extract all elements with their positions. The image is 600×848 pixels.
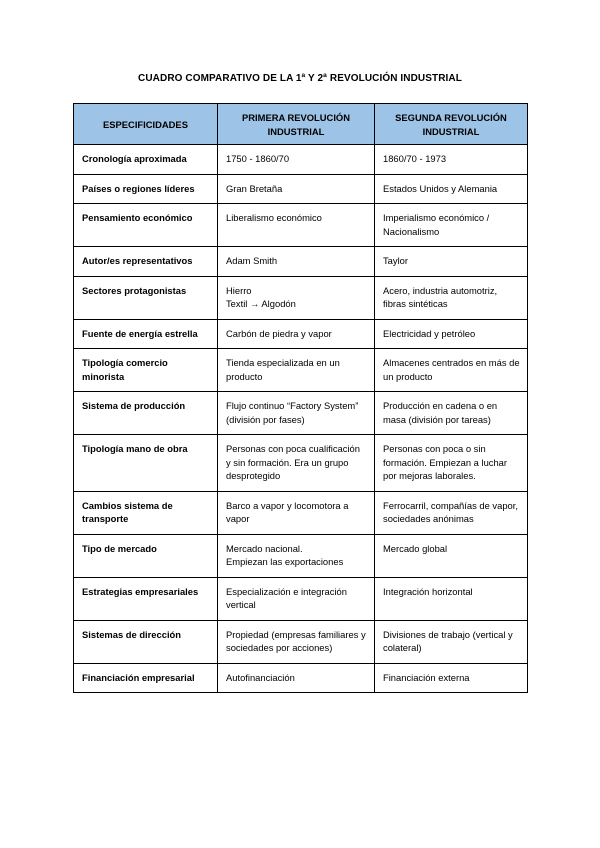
row-first-revolution: Gran Bretaña bbox=[218, 174, 375, 204]
row-first-revolution: Tienda especializada en un producto bbox=[218, 349, 375, 392]
row-first-revolution: Autofinanciación bbox=[218, 663, 375, 693]
row-specificity: Estrategias empresariales bbox=[74, 577, 218, 620]
table-row bbox=[74, 276, 528, 319]
row-second-revolution: Integración horizontal bbox=[375, 577, 528, 620]
row-second-revolution: Estados Unidos y Alemania bbox=[375, 174, 528, 204]
comparison-table bbox=[73, 103, 528, 693]
table-header-row bbox=[74, 104, 528, 145]
row-first-revolution: Especialización e integración vertical bbox=[218, 577, 375, 620]
row-specificity: Pensamiento económico bbox=[74, 204, 218, 247]
row-specificity: Sistema de producción bbox=[74, 392, 218, 435]
document-title: CUADRO COMPARATIVO DE LA 1ª Y 2ª REVOLUCIÓN INDUSTRIAL bbox=[138, 73, 462, 84]
row-first-revolution: Carbón de piedra y vapor bbox=[218, 319, 375, 349]
row-second-revolution: Almacenes centrados en más de un producto bbox=[375, 349, 528, 392]
row-second-revolution: Personas con poca o sin formación. Empiezan a luchar por mejoras laborales. bbox=[375, 435, 528, 492]
row-first-revolution: Personas con poca cualificación y sin formación. Era un grupo desprotegido bbox=[218, 435, 375, 492]
row-first-revolution: Adam Smith bbox=[218, 247, 375, 277]
row-specificity: Tipo de mercado bbox=[74, 534, 218, 577]
row-second-revolution: Acero, industria automotriz, fibras sintéticas bbox=[375, 276, 528, 319]
row-second-revolution: Divisiones de trabajo (vertical y colateral) bbox=[375, 620, 528, 663]
row-specificity: Autor/es representativos bbox=[74, 247, 218, 277]
row-second-revolution: Financiación externa bbox=[375, 663, 528, 693]
row-first-revolution: Barco a vapor y locomotora a vapor bbox=[218, 491, 375, 534]
row-second-revolution: Ferrocarril, compañías de vapor, sociedades anónimas bbox=[375, 491, 528, 534]
row-specificity: Tipología comercio minorista bbox=[74, 349, 218, 392]
row-first-revolution: 1750 - 1860/70 bbox=[218, 145, 375, 175]
row-specificity: Tipología mano de obra bbox=[74, 435, 218, 492]
row-first-revolution: Hierro Textil → Algodón bbox=[218, 276, 375, 319]
row-first-revolution: Liberalismo económico bbox=[218, 204, 375, 247]
row-specificity: Sistemas de dirección bbox=[74, 620, 218, 663]
row-specificity: Financiación empresarial bbox=[74, 663, 218, 693]
row-second-revolution: Electricidad y petróleo bbox=[375, 319, 528, 349]
table-row bbox=[74, 392, 528, 435]
row-first-revolution: Flujo continuo “Factory System” (división por fases) bbox=[218, 392, 375, 435]
table-row bbox=[74, 247, 528, 277]
header-first-revolution: PRIMERA REVOLUCIÓN INDUSTRIAL bbox=[218, 104, 375, 145]
row-specificity: Países o regiones líderes bbox=[74, 174, 218, 204]
table-row bbox=[74, 534, 528, 577]
row-second-revolution: Producción en cadena o en masa (división por tareas) bbox=[375, 392, 528, 435]
table-row bbox=[74, 145, 528, 175]
row-second-revolution: 1860/70 - 1973 bbox=[375, 145, 528, 175]
table-row bbox=[74, 663, 528, 693]
table-row bbox=[74, 349, 528, 392]
row-first-revolution: Propiedad (empresas familiares y sociedades por acciones) bbox=[218, 620, 375, 663]
row-second-revolution: Mercado global bbox=[375, 534, 528, 577]
header-specificities: ESPECIFICIDADES bbox=[74, 104, 218, 145]
table-row bbox=[74, 577, 528, 620]
table-row bbox=[74, 435, 528, 492]
header-second-revolution: SEGUNDA REVOLUCIÓN INDUSTRIAL bbox=[375, 104, 528, 145]
row-second-revolution: Taylor bbox=[375, 247, 528, 277]
table-row bbox=[74, 204, 528, 247]
table-row bbox=[74, 319, 528, 349]
row-specificity: Cronología aproximada bbox=[74, 145, 218, 175]
row-specificity: Sectores protagonistas bbox=[74, 276, 218, 319]
row-first-revolution: Mercado nacional. Empiezan las exportaciones bbox=[218, 534, 375, 577]
table-row bbox=[74, 174, 528, 204]
row-specificity: Fuente de energía estrella bbox=[74, 319, 218, 349]
row-specificity: Cambios sistema de transporte bbox=[74, 491, 218, 534]
table-row bbox=[74, 620, 528, 663]
table-row bbox=[74, 491, 528, 534]
row-second-revolution: Imperialismo económico / Nacionalismo bbox=[375, 204, 528, 247]
